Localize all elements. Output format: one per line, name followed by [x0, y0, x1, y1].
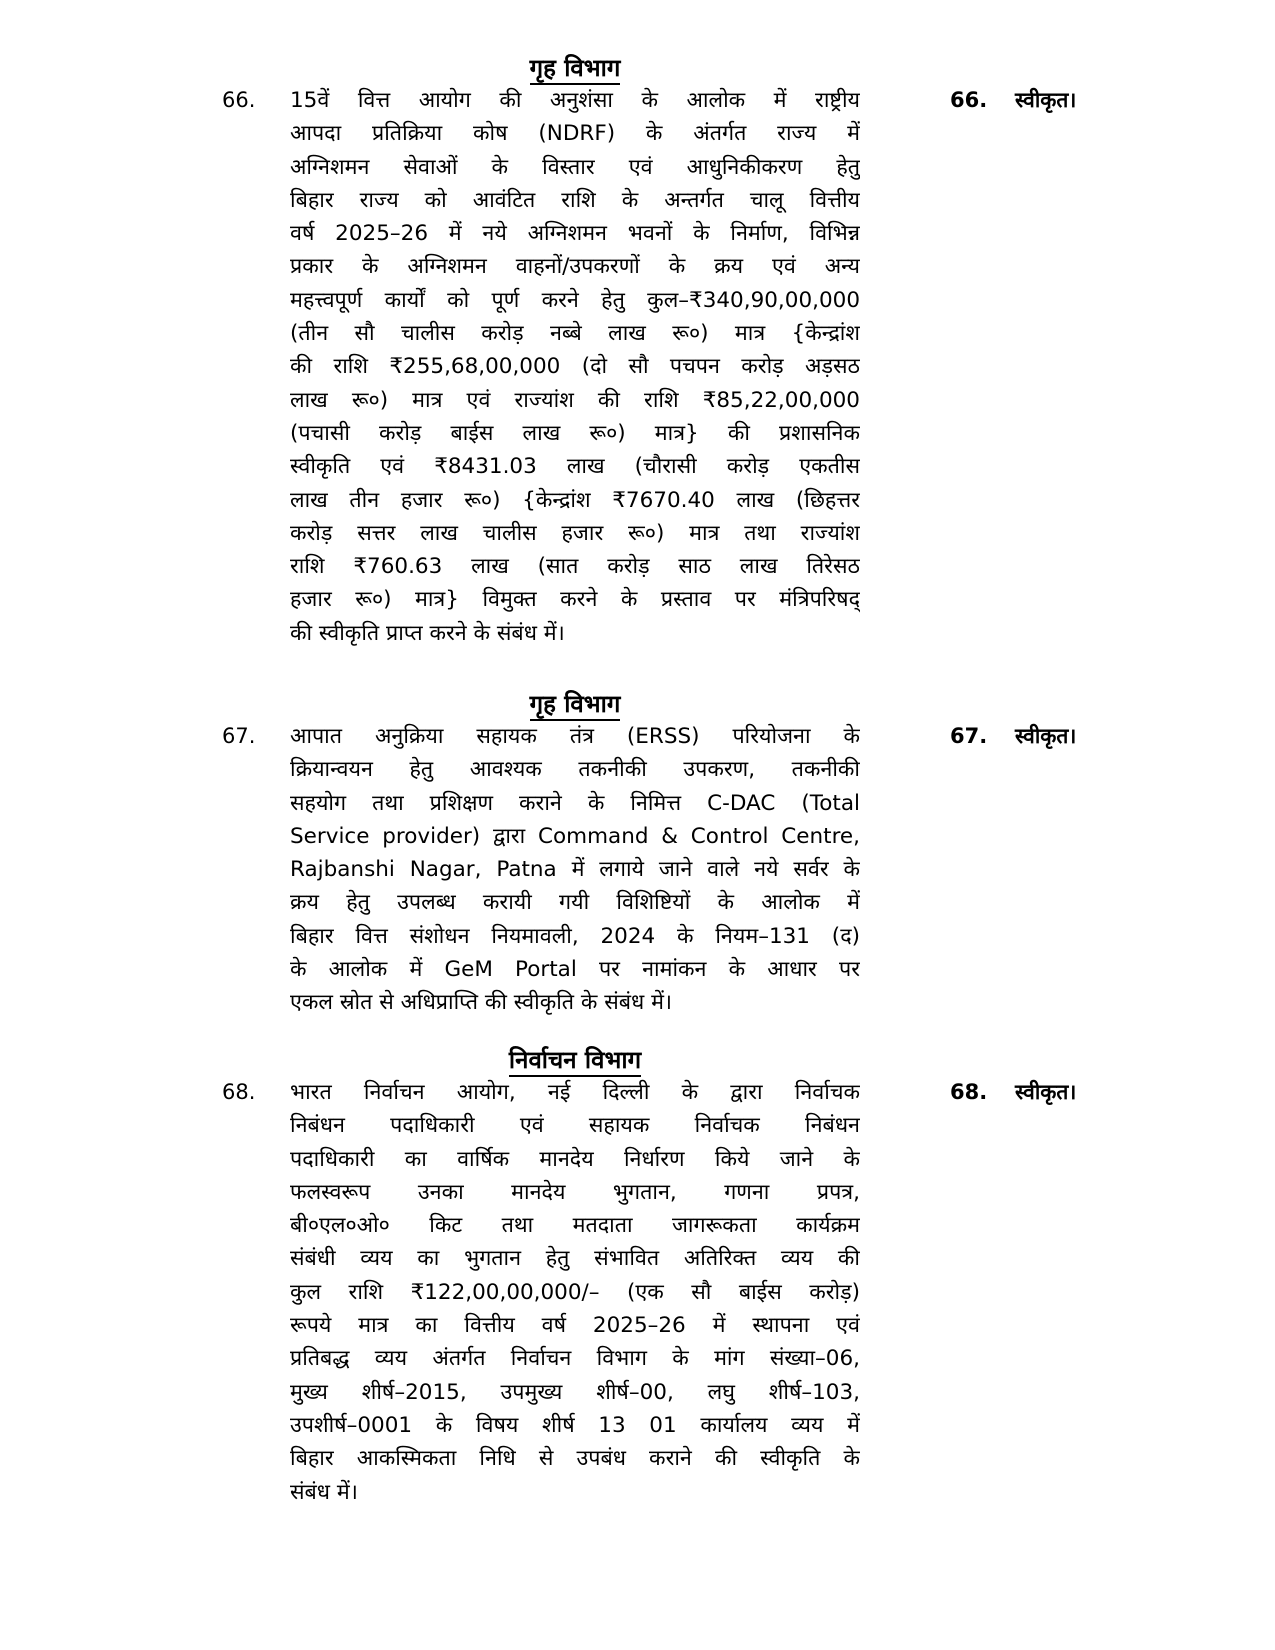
description-line: अग्निशमन सेवाओं के विस्तार एवं आधुनिकीकरण हेतु [290, 154, 860, 180]
description-line: की स्वीकृति प्राप्त करने के संबंध में। [290, 620, 565, 646]
decision-status: स्वीकृत। [1015, 724, 1077, 748]
decision-number: 68. [950, 1080, 988, 1104]
description-line: 15वें वित्त आयोग की अनुशंसा के आलोक में राष्ट्रीय [290, 88, 860, 113]
description-line: भारत निर्वाचन आयोग, नई दिल्ली के द्वारा निर्वाचक [290, 1080, 860, 1105]
description-line: एकल स्रोत से अधिप्राप्ति की स्वीकृति के संबंध में। [290, 990, 673, 1016]
description-line: प्रकार के अग्निशमन वाहनों/उपकरणों के क्रय एवं अन्य [290, 254, 860, 280]
description-line: रूपये मात्र का वित्तीय वर्ष 2025–26 में स्थापना एवं [290, 1313, 860, 1339]
department-heading: निर्वाचन विभाग [290, 1044, 860, 1076]
description-line: स्वीकृति एवं ₹8431.03 लाख (चौरासी करोड़ एकतीस [290, 454, 860, 480]
decision-status: स्वीकृत। [1015, 88, 1077, 112]
description-line: (तीन सौ चालीस करोड़ नब्बे लाख रू०) मात्र {केन्द्रांश [290, 321, 860, 347]
item-number: 67. [222, 724, 256, 748]
description-line: संबंधी व्यय का भुगतान हेतु संभावित अतिरिक्त व्यय की [290, 1246, 860, 1272]
description-line: उपशीर्ष–0001 के विषय शीर्ष 13 01 कार्यालय व्यय में [290, 1412, 860, 1438]
department-heading: गृह विभाग [290, 688, 860, 720]
item-number: 66. [222, 88, 256, 112]
description-line: मुख्य शीर्ष–2015, उपमुख्य शीर्ष–00, लघु शीर्ष–103, [290, 1379, 860, 1405]
description-line: पदाधिकारी का वार्षिक मानदेय निर्धारण किये जाने के [290, 1146, 860, 1172]
description-line: निबंधन पदाधिकारी एवं सहायक निर्वाचक निबंधन [290, 1113, 860, 1139]
item-number: 68. [222, 1080, 256, 1104]
description-line: लाख तीन हजार रू०) {केन्द्रांश ₹7670.40 लाख (छिहत्तर [290, 487, 860, 513]
description-line: वर्ष 2025–26 में नये अग्निशमन भवनों के निर्माण, विभिन्न [290, 221, 860, 247]
description-line: के आलोक में GeM Portal पर नामांकन के आधार पर [290, 957, 860, 983]
decision-number: 67. [950, 724, 988, 748]
description-line: प्रतिबद्ध व्यय अंतर्गत निर्वाचन विभाग के मांग संख्या–06, [290, 1346, 860, 1372]
description-line: बिहार आकस्मिकता निधि से उपबंध कराने की स्वीकृति के [290, 1446, 860, 1472]
description-line: लाख रू०) मात्र एवं राज्यांश की राशि ₹85,22,00,000 [290, 387, 860, 413]
description-line: Rajbanshi Nagar, Patna में लगाये जाने वाले नये सर्वर के [290, 857, 860, 883]
description-line: आपात अनुक्रिया सहायक तंत्र (ERSS) परियोजना के [290, 724, 860, 749]
department-heading: गृह विभाग [290, 52, 860, 84]
item-description [290, 1076, 860, 1509]
description-line: सहयोग तथा प्रशिक्षण कराने के निमित्त C-DAC (Total [290, 790, 860, 816]
description-line: की राशि ₹255,68,00,000 (दो सौ पचपन करोड़ अड़सठ [290, 354, 860, 380]
decision-number: 66. [950, 88, 988, 112]
description-line: आपदा प्रतिक्रिया कोष (NDRF) के अंतर्गत राज्य में [290, 121, 860, 147]
description-line: राशि ₹760.63 लाख (सात करोड़ साठ लाख तिरेसठ [290, 554, 860, 580]
description-line: कुल राशि ₹122,00,00,000/– (एक सौ बाईस करोड़) [290, 1279, 860, 1305]
description-line: फलस्वरूप उनका मानदेय भुगतान, गणना प्रपत्र, [290, 1179, 860, 1205]
item-description [290, 84, 860, 650]
description-line: बिहार वित्त संशोधन नियमावली, 2024 के नियम–131 (द) [290, 923, 860, 949]
description-line: करोड़ सत्तर लाख चालीस हजार रू०) मात्र तथा राज्यांश [290, 520, 860, 546]
description-line: क्रय हेतु उपलब्ध करायी गयी विशिष्टियों के आलोक में [290, 890, 860, 916]
item-description [290, 720, 860, 1020]
description-line: क्रियान्वयन हेतु आवश्यक तकनीकी उपकरण, तकनीकी [290, 757, 860, 783]
description-line: बी०एल०ओ० किट तथा मतदाता जागरूकता कार्यक्रम [290, 1213, 860, 1239]
description-line: हजार रू०) मात्र} विमुक्त करने के प्रस्ताव पर मंत्रिपरिषद् [290, 587, 860, 613]
decision-status: स्वीकृत। [1015, 1080, 1077, 1104]
description-line: बिहार राज्य को आवंटित राशि के अन्तर्गत चालू वित्तीय [290, 187, 860, 213]
description-line: Service provider) द्वारा Command & Control Centre, [290, 823, 860, 849]
description-line: महत्त्वपूर्ण कार्यों को पूर्ण करने हेतु कुल–₹340,90,00,000 [290, 287, 860, 313]
description-line: (पचासी करोड़ बाईस लाख रू०) मात्र} की प्रशासनिक [290, 420, 860, 446]
description-line: संबंध में। [290, 1479, 358, 1505]
